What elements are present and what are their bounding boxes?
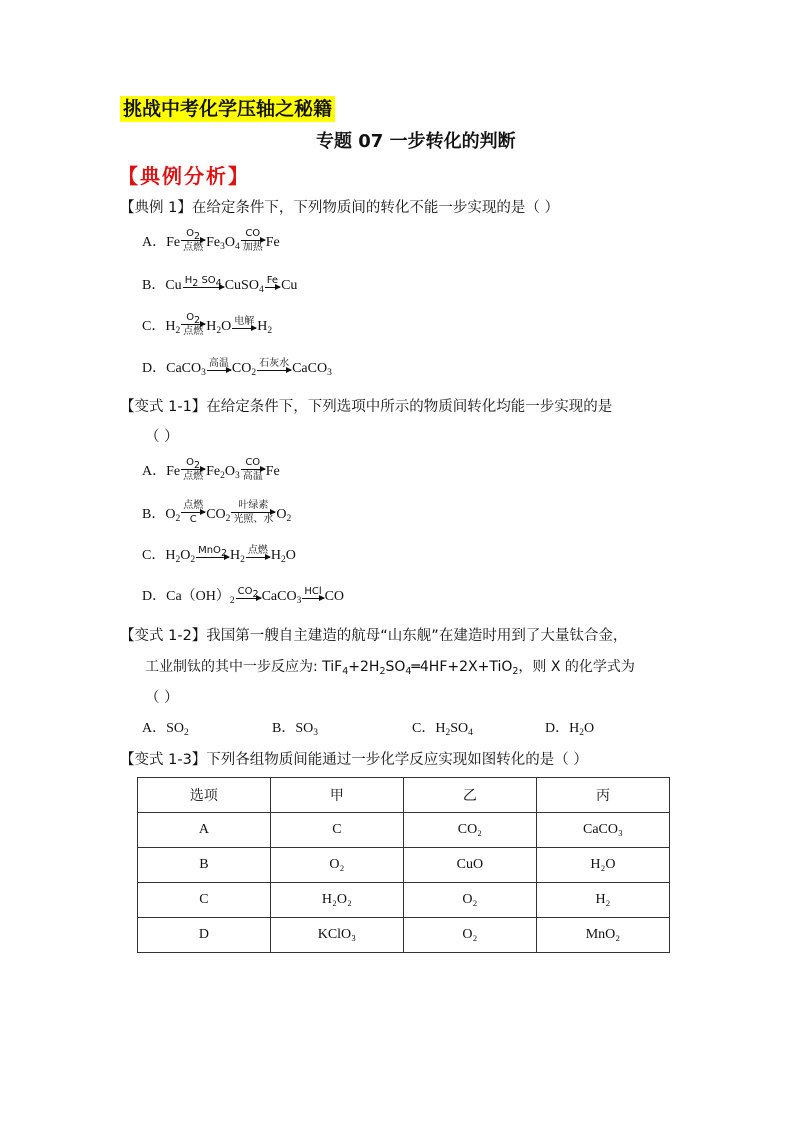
reaction-arrow: 电解 [234, 316, 255, 327]
reaction-arrow: $CO_2$ [237, 586, 259, 600]
q1-option-b: B．Cu $H_2$ $SO_4$ CuSO$_4$ Fe Cu [142, 275, 298, 296]
question-2-stem: 【变式 1-1】在给定条件下，下列选项中所示的物质间转化均能一步实现的是 [120, 399, 613, 415]
section-heading: 【典例分析】 [118, 164, 250, 188]
table-cell: D [138, 918, 271, 953]
table-cell: CaCO₃ [536, 813, 669, 848]
question-4-stem: 【变式 1-3】下列各组物质间能通过一步化学反应实现如图转化的是（ ） [120, 752, 588, 768]
question-3-answer-blank: （ ） [145, 690, 179, 706]
q3-option-c: C．$H_2SO_4$ [412, 721, 473, 738]
table-cell: B [138, 848, 271, 883]
q1-option-a: A．Fe $O_2$ 点燃 $Fe_3O_4$ CO 加热 Fe [142, 228, 280, 258]
reaction-arrow: 点燃 [247, 545, 268, 556]
reaction-arrow: 点燃 C [183, 500, 204, 525]
answer-table [137, 777, 670, 953]
series-banner: 挑战中考化学压轴之秘籍 [120, 96, 335, 122]
table-cell: CuO [403, 848, 536, 883]
reaction-arrow: CO 高温 [242, 457, 263, 482]
table-row [138, 813, 670, 848]
reaction-arrow: 高温 [208, 358, 229, 369]
reaction-arrow: $O_2$ 点燃 [183, 228, 204, 253]
table-cell: MnO₂ [536, 918, 669, 953]
q2-option-b: B．$O_2$ 点燃 C $CO_2$ 叶绿素 光照、水 $O_2$ [142, 500, 291, 530]
table-row [138, 848, 670, 883]
table-cell: C [138, 883, 271, 918]
table-header-cell: 甲 [270, 778, 403, 813]
table-header-cell: 乙 [403, 778, 536, 813]
table-cell: H₂O [536, 848, 669, 883]
table-cell: CO₂ [403, 813, 536, 848]
q3-option-a: A．$SO_2$ [142, 721, 189, 738]
question-2-answer-blank: （ ） [145, 429, 179, 445]
table-header-cell: 丙 [536, 778, 669, 813]
reaction-arrow: Fe [266, 275, 279, 286]
option-label: A． [142, 235, 167, 251]
table-cell: H₂ [536, 883, 669, 918]
formula: Fe [166, 235, 181, 251]
q2-option-c: C．$H_2O_2$ MnO$_2$ $H_2$ 点燃 $H_2O$ [142, 545, 296, 566]
question-3-equation: 工业制钛的其中一步反应为: $TiF_4+2H_2SO_4═4HF+2X+TiO_2$，则 X 的化学式为 [145, 659, 635, 677]
table-cell: KClO₃ [270, 918, 403, 953]
table-cell: O₂ [403, 918, 536, 953]
question-3-stem: 【变式 1-2】我国第一艘自主建造的航母“山东舰”在建造时用到了大量钛合金， [120, 628, 628, 644]
page-title: 专题 07 一步转化的判断 [316, 131, 516, 152]
reaction-arrow: $H_2$ $SO_4$ [184, 275, 222, 289]
table-cell: O₂ [270, 848, 403, 883]
table-row [138, 918, 670, 953]
q3-option-d: D．$H_2O$ [545, 721, 595, 738]
reaction-arrow: $O_2$ 点燃 [183, 457, 204, 482]
reaction-arrow: CO 加热 [242, 228, 263, 253]
table-cell: H₂O₂ [270, 883, 403, 918]
table-header-row [138, 778, 670, 813]
question-1-stem: 【典例 1】在给定条件下，下列物质间的转化不能一步实现的是（ ） [120, 200, 559, 216]
q1-option-c: C．$H_2$ $O_2$ 点燃 $H_2O$ 电解 $H_2$ [142, 312, 272, 342]
table-row [138, 883, 670, 918]
q2-option-d: D．$Ca(OH)_2$ $CO_2$ CaCO$_3$ HCl CO [142, 586, 345, 607]
q3-option-b: B．$SO_3$ [272, 721, 318, 738]
q2-option-a: A．Fe $O_2$ 点燃 $Fe_2O_3$ CO 高温 Fe [142, 457, 280, 487]
reaction-arrow: MnO$_2$ [198, 545, 227, 559]
reaction-arrow: $O_2$ 点燃 [183, 312, 204, 337]
table-cell: O₂ [403, 883, 536, 918]
reaction-arrow: 叶绿素 光照、水 [233, 500, 274, 525]
reaction-arrow: 石灰水 [259, 358, 290, 369]
table-cell: C [270, 813, 403, 848]
table-header-cell: 选项 [138, 778, 271, 813]
q1-option-d: D．CaCO$_3$ 高温 $CO_2$ 石灰水 CaCO$_3$ [142, 358, 332, 379]
reaction-arrow: HCl [304, 586, 322, 597]
table-cell: A [138, 813, 271, 848]
